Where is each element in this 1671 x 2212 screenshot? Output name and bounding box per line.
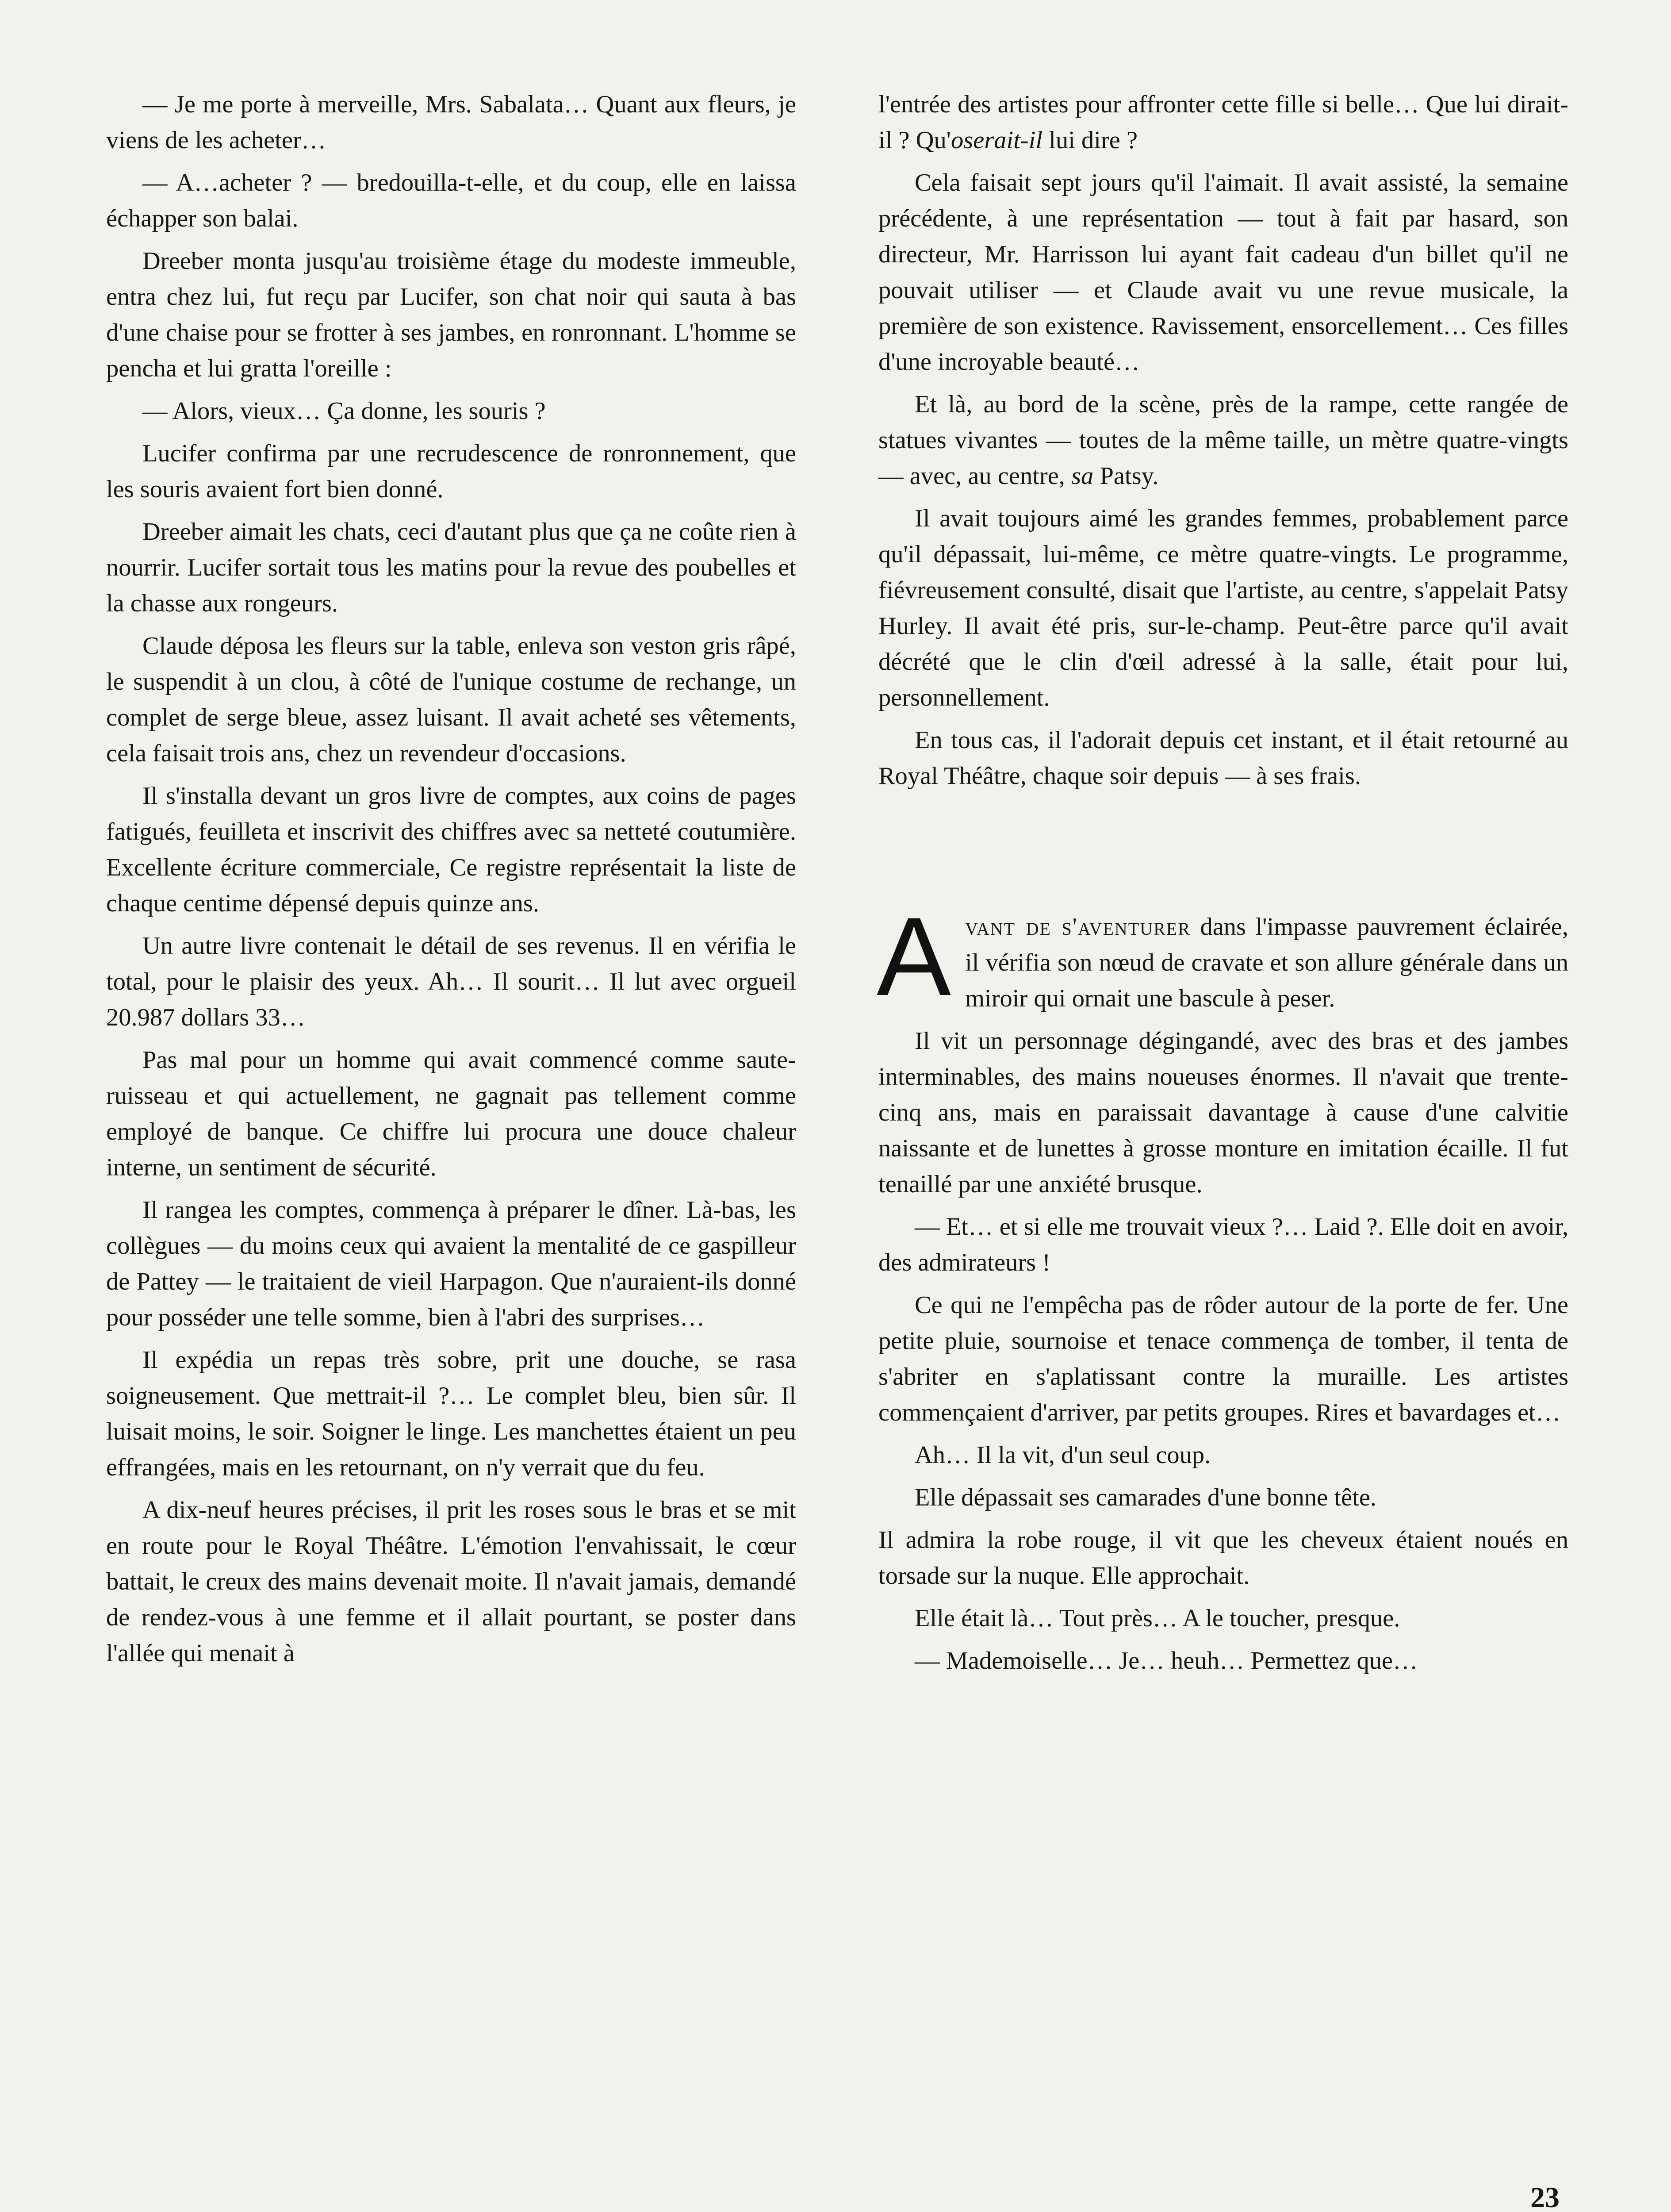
- drop-cap: A: [877, 895, 951, 1019]
- paragraph: Ah… Il la vit, d'un seul coup.: [915, 1441, 1211, 1469]
- paragraph: Claude déposa les fleurs sur la table, enleva son veston gris râpé, le suspendit à un clou, à côté de l'unique costume de rechange, un complet de serge bleue, assez luisant. Il avait acheté ses vêtements, cela faisait trois ans, chez un revendeur d'occasions.: [106, 632, 796, 767]
- paragraph: Et là, au bord de la scène, près de la rampe, cette rangée de statues vivantes — toutes de la même taille, un mètre quatre-vingts — avec, au centre, sa Patsy.: [878, 391, 1568, 490]
- paragraph: A dix-neuf heures précises, il prit les roses sous le bras et se mit en route pour le Royal Théâtre. L'émotion l'envahissait, le cœur battait, le creux des mains devenait moite. Il n'avait jamais, demandé de rendez-vous à une femme et il allait pourtant, se poster dans l'allée qui menait à: [106, 1496, 796, 1667]
- paragraph: — Alors, vieux… Ça donne, les souris ?: [142, 397, 546, 425]
- emphasis: oserait-il: [950, 127, 1043, 154]
- paragraph: — Mademoiselle… Je… heuh… Permettez que…: [915, 1647, 1418, 1674]
- paragraph: Elle dépassait ses camarades d'une bonne tête.: [915, 1484, 1377, 1511]
- paragraph: Elle était là… Tout près… A le toucher, presque.: [915, 1605, 1400, 1632]
- paragraph: Il admira la robe rouge, il vit que les cheveux étaient noués en torsade sur la nuque. Elle approchait.: [878, 1526, 1568, 1590]
- paragraph: — A…acheter ? — bredouilla-t-elle, et du coup, elle en laissa échapper son balai.: [106, 169, 796, 232]
- paragraph: — Je me porte à merveille, Mrs. Sabalata… Quant aux fleurs, je viens de les acheter…: [106, 91, 796, 154]
- paragraph: Il rangea les comptes, commença à préparer le dîner. Là-bas, les collègues — du moins ceux qui avaient la mentalité de ce gaspilleur de Pattey — le traitaient de vieil Harpagon. Que n'auraient-ils donné pour posséder une telle somme, bien à l'abri des surprises…: [106, 1196, 796, 1331]
- paragraph: Il s'installa devant un gros livre de comptes, aux coins de pages fatigués, feuilleta et inscrivit des chiffres avec sa netteté coutumière. Excellente écriture commerciale, Ce registre représentait la liste de chaque centime dépensé depuis quinze ans.: [106, 782, 796, 917]
- paragraph: Cela faisait sept jours qu'il l'aimait. Il avait assisté, la semaine précédente, à une représentation — tout à fait par hasard, son directeur, Mr. Harrisson lui ayant fait cadeau d'un billet qu'il ne pouvait utiliser — et Claude avait vu une revue musicale, la première de son existence. Ravissement, ensorcellement… Ces filles d'une incroyable beauté…: [878, 169, 1568, 376]
- section-break: [878, 801, 1568, 909]
- paragraph: Un autre livre contenait le détail de ses revenus. Il en vérifia le total, pour le plaisir des yeux. Ah… Il sourit… Il lut avec orgueil 20.987 dollars 33…: [106, 932, 796, 1031]
- paragraph: Il vit un personnage dégingandé, avec des bras et des jambes interminables, des mains noueuses énormes. Il n'avait que trente-cinq ans, mais en paraissait davantage à cause d'une calvitie naissante et de lunettes à grosse monture en imitation écaille. Il fut tenaillé par une anxiété brusque.: [878, 1027, 1568, 1198]
- page-number: 23: [1530, 2181, 1560, 2212]
- paragraph: Il avait toujours aimé les grandes femmes, probablement parce qu'il dépassait, lui-même, ce mètre quatre-vingts. Le programme, fiévreusement consulté, disait que l'artiste, au centre, s'appelait Patsy Hurley. Il avait été pris, sur-le-champ. Peut-être parce qu'il avait décrété que le clin d'œil adressé à la salle, était pour lui, personnellement.: [878, 505, 1568, 711]
- paragraph: Dreeber monta jusqu'au troisième étage du modeste immeuble, entra chez lui, fut reçu par Lucifer, son chat noir qui sauta à bas d'une chaise pour se frotter à ses jambes, en ronronnant. L'homme se pencha et lui gratta l'oreille :: [106, 247, 796, 382]
- paragraph: Lucifer confirma par une recrudescence de ronronnement, que les souris avaient fort bien donné.: [106, 440, 796, 503]
- paragraph: Dreeber aimait les chats, ceci d'autant plus que ça ne coûte rien à nourrir. Lucifer sortait tous les matins pour la revue des poubelles et la chasse aux rongeurs.: [106, 518, 796, 617]
- right-column: [878, 87, 1568, 1686]
- paragraph: Il expédia un repas très sobre, prit une douche, se rasa soigneusement. Que mettrait-il ?… Le complet bleu, bien sûr. Il luisait moins, le soir. Soigner le linge. Les manchettes étaient un peu effrangées, mais en les retournant, on n'y verrait que du feu.: [106, 1346, 796, 1481]
- paragraph: — Et… et si elle me trouvait vieux ?… Laid ?. Elle doit en avoir, des admirateurs !: [878, 1213, 1568, 1276]
- paragraph: Pas mal pour un homme qui avait commencé comme saute-ruisseau et qui actuellement, ne gagnait pas tellement comme employé de banque. Ce chiffre lui procura une douce chaleur interne, un sentiment de sécurité.: [106, 1046, 796, 1181]
- paragraph: En tous cas, il l'adorait depuis cet instant, et il était retourné au Royal Théâtre, chaque soir depuis — à ses frais.: [878, 726, 1568, 790]
- small-caps-lead: vant de s'aventurer: [965, 913, 1191, 941]
- paragraph: Ce qui ne l'empêcha pas de rôder autour de la porte de fer. Une petite pluie, sournoise et tenace commença de tomber, il tenta de s'abriter en s'aplatissant contre la muraille. Les artistes commençaient d'arriver, par petits groupes. Rires et bavardages et…: [878, 1291, 1568, 1426]
- section-opening-paragraph: Avant de s'aventurer dans l'impasse pauvrement éclairée, il vérifia son nœud de cravate et son allure générale dans un miroir qui ornait une bascule à peser.: [877, 895, 1568, 1019]
- left-column: [106, 87, 796, 1678]
- emphasis: sa: [1071, 462, 1094, 490]
- paragraph: l'entrée des artistes pour affronter cette fille si belle… Que lui dirait-il ? Qu'oserait-il lui dire ?: [878, 91, 1568, 154]
